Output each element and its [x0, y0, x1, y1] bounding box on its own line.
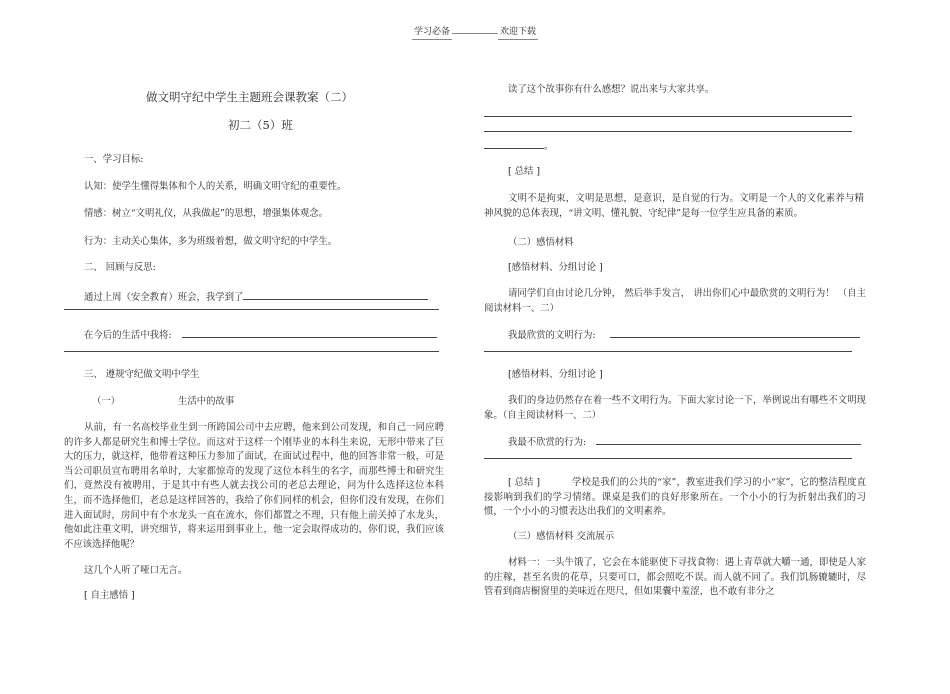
future-label: 在今后的生活中我将:	[84, 330, 172, 341]
material-one-paragraph: 材料一：一头牛饿了，它会在本能驱使下寻找食物：遇上青草就大嚼一通，即使是人家的庄稼，甚至名贵的花草，只要可口，都会照吃不误。而人就不同了。我们饥肠辘辘时，尽管看到商店橱窗里的美味近在咫尺，但如果囊中羞涩，也不敢有非分之	[484, 557, 866, 598]
reflect-question: 读了这个故事你有什么感想？说出来与大家共享。	[508, 84, 715, 95]
reflect-line-1	[484, 116, 852, 117]
self-feel-tag: [ 自主感悟 ]	[84, 590, 135, 601]
story-paragraph: 从前，有一名高校毕业生到一所跨国公司中去应聘，他来到公司发现，和自己一同应聘的许多人都是研究生和博士学位。而这对于这样一个刚毕业的本科生来说，无形中带来了巨大的压力，就这样，他带着这种压力参加了面试，在面试过程中，他的回答非常一般，可是当公司职员宣布聘用名单时，大家都惊奇的发现了这位本科生的名字，而那些博士和研究生们，竟然没有被聘用，于是其中有些人就去找公司的老总去理论，问为什么选择这位本科生，而不选择他们，老总是这样回答的，我给了你们同样的机会，但你们没有发现，在你们进入面试时，房间中有个水龙头一直在流水，你们都置之不理，只有他上前关掉了水龙头，他如此注重文明，讲究细节，将来运用到事业上，他一定会取得成功的，你们说，我们应该不应该选择他呢？	[64, 422, 444, 550]
feel-heading: （二）感悟材料	[508, 237, 574, 248]
goals-heading: 一、学习目标:	[84, 154, 144, 165]
dislike-blank	[596, 434, 861, 445]
dislike-label: 我最不欣赏的行为:	[508, 437, 587, 448]
feel-tag-1: [感悟材料、分组讨论 ]	[508, 262, 603, 273]
future-row	[84, 327, 437, 343]
dislike-blank-line	[484, 458, 852, 459]
section3-heading: 三、 遵规守纪做文明中学生	[84, 369, 200, 380]
header-right-text: 欢迎下载	[498, 24, 538, 40]
reflect-line-2	[484, 131, 852, 132]
goal-cognition: 认知：使学生懂得集体和个人的关系，明确文明守纪的重要性。	[84, 181, 347, 192]
dislike-row	[508, 434, 861, 450]
exchange-heading: （三）感悟材料 交流展示	[508, 531, 615, 542]
story-title: 生活中的故事	[178, 396, 235, 407]
admire-label: 我最欣赏的文明行为:	[508, 330, 596, 341]
admire-blank-line	[484, 351, 852, 352]
reflect-line-3	[484, 148, 544, 149]
future-blank-line	[64, 351, 439, 352]
speechless-text: 这几个人听了哑口无言。	[84, 565, 188, 576]
header-left-text: 学习必备	[412, 24, 452, 40]
feel-paragraph-2: 我们的身边仍然存在着一些不文明行为。下面大家讨论一下，举例说出有哪些不文明现象。（自主阅读材料一、二）	[484, 395, 866, 421]
goal-emotion: 情感：树立“文明礼仪，从我做起”的思想，增强集体观念。	[84, 208, 328, 219]
feel-tag-2: [感悟材料、分组讨论 ]	[508, 369, 603, 380]
review-blank-line	[64, 309, 439, 310]
summary2-paragraph: 学校是我们的公共的“家”，教室进我们学习的小“家”，它的整洁程度直接影响到我们的学习情绪。课桌是我们的良好形象所在。一个小小的行为折射出我们的习惯，一个小小的习惯表达出我们的文明素养。	[484, 477, 866, 518]
review-learned-label: 通过上周（安全教育）班会，我学到了	[84, 292, 244, 303]
review-learned-blank	[243, 289, 428, 300]
summary-tag: [ 总结 ]	[508, 166, 541, 177]
page-header	[0, 24, 950, 40]
story-number: （一）	[92, 396, 121, 407]
future-blank	[182, 327, 437, 338]
goal-behavior: 行为：主动关心集体，多为班级着想，做文明守纪的中学生。	[84, 236, 338, 247]
header-gap-line	[452, 31, 498, 34]
feel-paragraph-1: 请同学们自由讨论几分钟， 然后举手发言， 讲出你们心中最欣赏的文明行为！ （自主阅读材料一、二）	[484, 288, 866, 314]
class-subtitle: 初二（5）班	[228, 118, 293, 132]
reflect-period: 。	[544, 141, 554, 152]
admire-blank	[610, 327, 860, 338]
review-heading: 二、 回顾与反思:	[84, 262, 156, 273]
summary-paragraph: 文明不是拘束，文明是思想，是意识，是自觉的行为。文明是一个人的文化素养与精神风貌的总体表现，“讲文明、懂礼貌、守纪律”是每一位学生应具备的素质。	[484, 193, 864, 219]
review-learned-row	[84, 289, 428, 305]
admire-row	[508, 327, 860, 343]
summary2-tag: [ 总结 ]	[508, 477, 541, 488]
document-title: 做文明守纪中学生主题班会课教案（二）	[146, 90, 353, 104]
